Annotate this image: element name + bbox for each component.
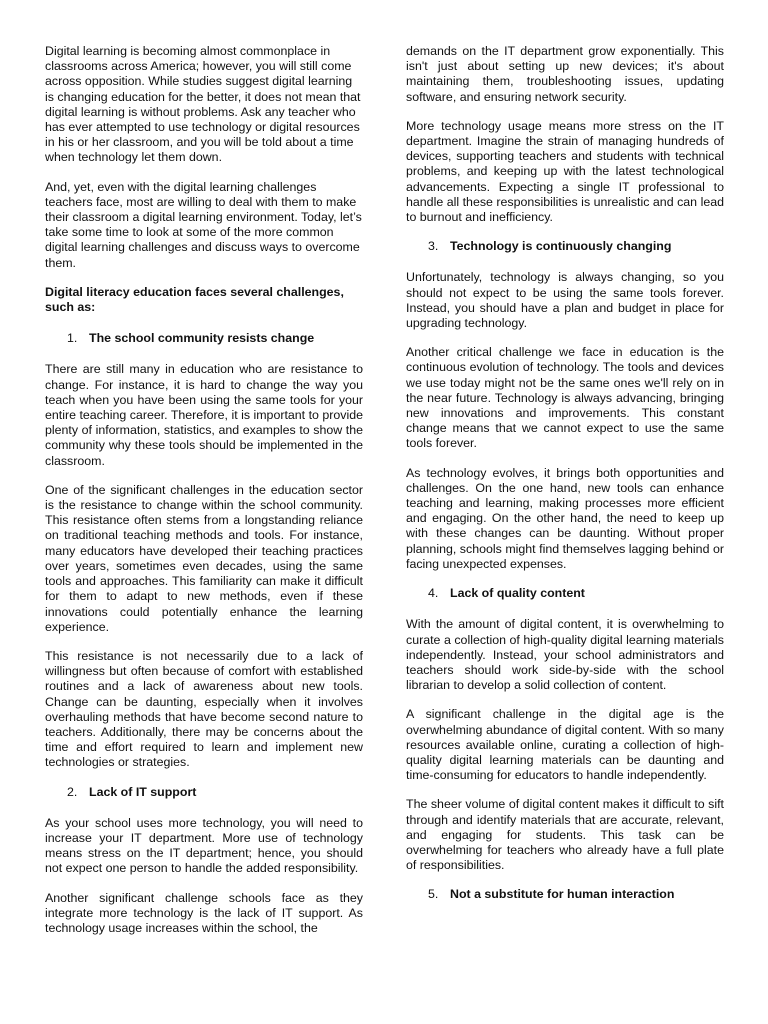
section-heading-1 xyxy=(45,331,363,346)
heading-number: 2. xyxy=(67,784,78,799)
paragraph: With the amount of digital content, it is overwhelming to curate a collection of high-quality digital learning materials independently. Instead, your school administrators and teachers should work side-by-side with the school librarian to develop a solid collection of content. xyxy=(406,617,724,693)
challenges-lead: Digital literacy education faces several challenges, such as: xyxy=(45,284,344,315)
heading-title: The school community resists change xyxy=(89,331,315,346)
paragraph: There are still many in education who are resistance to change. For instance, it is hard to change the way you teach when you have been using the same tools for your entire teaching career. Therefore, it is important to provide plenty of information, statistics, and examples to show the community why these tools should be implemented in the classroom. xyxy=(45,362,363,468)
paragraph: More technology usage means more stress on the IT department. Imagine the strain of managing hundreds of devices, supporting teachers and students with technical problems, and keeping up with the latest technological advancements. Expecting a single IT professional to handle all these responsibilities is unrealistic and can lead to burnout and inefficiency. xyxy=(406,118,724,225)
section-heading-2 xyxy=(45,785,363,800)
heading-number: 4. xyxy=(428,586,439,601)
section-heading-3 xyxy=(406,239,724,254)
heading-number: 3. xyxy=(428,239,439,254)
paragraph: A significant challenge in the digital age is the overwhelming abundance of digital content. With so many resources available online, curating a collection of high-quality digital learning materials can be daunting and time-consuming for educators to handle independently. xyxy=(406,707,724,783)
right-column xyxy=(406,44,724,919)
heading-number: 1. xyxy=(67,331,78,346)
section-heading-4 xyxy=(406,586,724,601)
paragraph: Another significant challenge schools face as they integrate more technology is the lack of IT support. As technology usage increases within the school, the xyxy=(45,890,363,935)
paragraph: One of the significant challenges in the education sector is the resistance to change within the school community. This resistance often stems from a longstanding reliance on traditional teaching methods and tools. For instance, many educators have developed their teaching practices over years, sometimes even decades, using the same tools and approaches. This familiarity can make it difficult for them to adapt to new methods, even if these innovations could potentially enhance the learning experience. xyxy=(45,482,363,634)
paragraph: demands on the IT department grow exponentially. This isn't just about setting up new devices; it's about maintaining them, troubleshooting issues, updating software, and ensuring network security. xyxy=(406,44,724,104)
left-column xyxy=(45,44,363,950)
intro-paragraph-2: And, yet, even with the digital learning challenges teachers face, most are willing to deal with them to make their classroom a digital learning environment. Today, let’s take some time to look at some of the more common digital learning challenges and discuss ways to overcome them. xyxy=(45,179,362,270)
heading-title: Lack of quality content xyxy=(450,586,585,601)
paragraph: This resistance is not necessarily due to a lack of willingness but often because of comfort with established routines and a lack of awareness about new tools. Change can be daunting, especially when it involves overhauling methods that have become second nature to teachers. Additionally, there may be concerns about the time and effort required to learn and implement new technologies or strategies. xyxy=(45,648,363,770)
paragraph: As your school uses more technology, you will need to increase your IT department. More use of technology means stress on the IT department; hence, you should not expect one person to handle the added responsibility. xyxy=(45,815,363,876)
heading-title: Technology is continuously changing xyxy=(450,239,672,254)
paragraph: Unfortunately, technology is always changing, so you should not expect to be using the same tools forever. Instead, you should have a plan and budget in place for upgrading technology. xyxy=(406,270,724,331)
intro-paragraph-1: Digital learning is becoming almost commonplace in classrooms across America; however, you will still come across opposition. While studies suggest digital learning is changing education for the better, it does not mean that digital learning is without problems. Ask any teacher who has ever attempted to use technology or digital resources in his or her classroom, and you will be told about a time when technology let them down. xyxy=(45,44,361,165)
section-heading-5 xyxy=(406,887,724,902)
paragraph: The sheer volume of digital content makes it difficult to sift through and identify materials that are accurate, relevant, and engaging for students. This task can be overwhelming for teachers who already have a full plate of responsibilities. xyxy=(406,797,724,873)
heading-title: Lack of IT support xyxy=(89,784,197,799)
paragraph: Another critical challenge we face in education is the continuous evolution of technology. The tools and devices we use today might not be the same ones we'll rely on in the near future. Technology is always advancing, bringing new innovations and improvements. This constant change means that we cannot expect to use the same tools forever. xyxy=(406,345,724,451)
paragraph: As technology evolves, it brings both opportunities and challenges. On the one hand, new tools can enhance teaching and learning, making processes more efficient and engaging. On the other hand, the need to keep up with these changes can be daunting. Without proper planning, schools might find themselves lagging behind or facing unexpected expenses. xyxy=(406,465,724,571)
heading-number: 5. xyxy=(428,887,439,902)
heading-title: Not a substitute for human interaction xyxy=(450,887,675,902)
